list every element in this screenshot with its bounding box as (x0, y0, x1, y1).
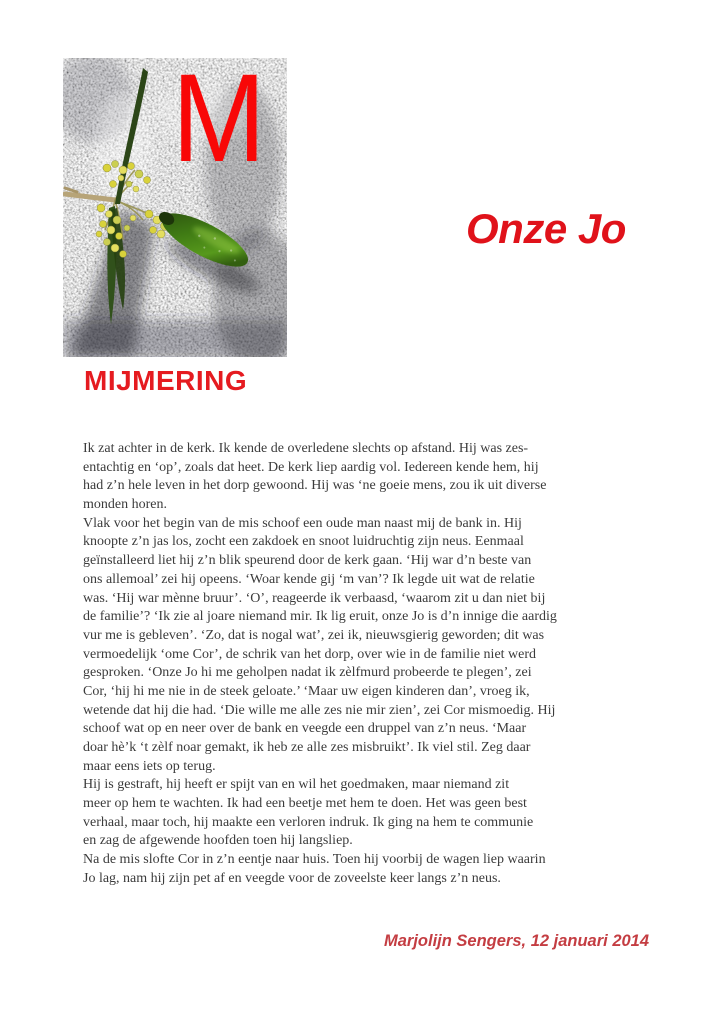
body-line: ons allemoal’ zei hij opeens. ‘Woar kende gij ‘m van’? Ik legde uit wat de relatie (83, 571, 535, 587)
body-line: Ik zat achter in de kerk. Ik kende de overledene slechts op afstand. Hij was zes- (83, 441, 529, 456)
body-line: gesproken. ‘Onze Jo hi me geholpen nadat ik zèlfmurd probeerde te plegen’, zei (83, 665, 532, 681)
body-text (83, 440, 683, 889)
body-line: meer op hem te wachten. Ik had een beetje met hem te doen. Het was geen best (83, 796, 527, 812)
body-line: knoopte z’n jas los, zocht een zakdoek en snoot luidruchtig zijn neus. Eenmaal (83, 534, 524, 550)
body-line: Jo lag, nam hij zijn pet af en veegde voor de zoveelste keer langs z’n neus. (83, 870, 501, 886)
body-line: verhaal, maar toch, hij maakte een verloren indruk. Ik ging na hem te communie (83, 814, 534, 830)
page-title: Onze Jo (466, 205, 626, 252)
signature: Marjolijn Sengers, 12 januari 2014 (384, 932, 650, 950)
body-line: schoof wat op en neer over de bank en veegde een druppel van z’n neus. ‘Maar (83, 721, 527, 737)
body-line: wetende dat hij die had. ‘Die wille me alle zes nie mir zien’, zei Cor mismoedig. Hij (83, 702, 556, 718)
body-line: geïnstalleerd liet hij z’n blik speurend door de kerk gaan. ‘Hij war d’n beste van (83, 553, 532, 569)
body-line: Na de mis slofte Cor in z’n eentje naar huis. Toen hij voorbij de wagen liep waarin (83, 852, 546, 868)
body-line: Vlak voor het begin van de mis schoof een oude man naast mij de bank in. Hij (83, 515, 522, 531)
body-line: Hij is gestraft, hij heeft er spijt van en wil het goedmaken, maar niemand zit (83, 777, 510, 793)
body-line: had z’n hele leven in het dorp gewoond. Hij was ‘ne goeie mens, zou ik uit diverse (83, 478, 547, 494)
section-heading: MIJMERING (84, 365, 248, 396)
body-line: doar hè’k ‘t zèlf noar gemakt, ik heb ze alle zes misbruikt’. Ik viel stil. Zeg daar (83, 740, 531, 755)
body-line: vermoedelijk ‘ome Cor’, de schrik van het dorp, over wie in de familie niet werd (83, 646, 537, 662)
body-line: entachtig en ‘op’, zoals dat heet. De kerk liep aardig vol. Iedereen kende hem, hij (83, 459, 539, 475)
body-line: Cor, ‘hij hi me nie in de steek geloate.’ ‘Maar uw eigen kinderen dan’, vroeg ik, (83, 683, 530, 699)
body-line: monden horen. (83, 497, 167, 513)
body-line: was. ‘Hij war mènne bruur’. ‘O’, reageerde ik verbaasd, ‘waarom zit u dan niet bij (83, 590, 546, 606)
body-line: maar eens iets op terug. (83, 758, 216, 774)
drop-cap-letter: M (172, 49, 266, 188)
body-line: vur me is gebleven’. ‘Zo, dat is nogal wat’, zei ik, nieuwsgierig geworden; dit was (83, 627, 545, 643)
body-line: de familie’? ‘Ik zie al joare niemand mir. Ik lig eruit, onze Jo is d’n innige die aardig (83, 609, 557, 625)
body-line: en zag de afgewende hoofden toen hij langsliep. (83, 833, 353, 849)
